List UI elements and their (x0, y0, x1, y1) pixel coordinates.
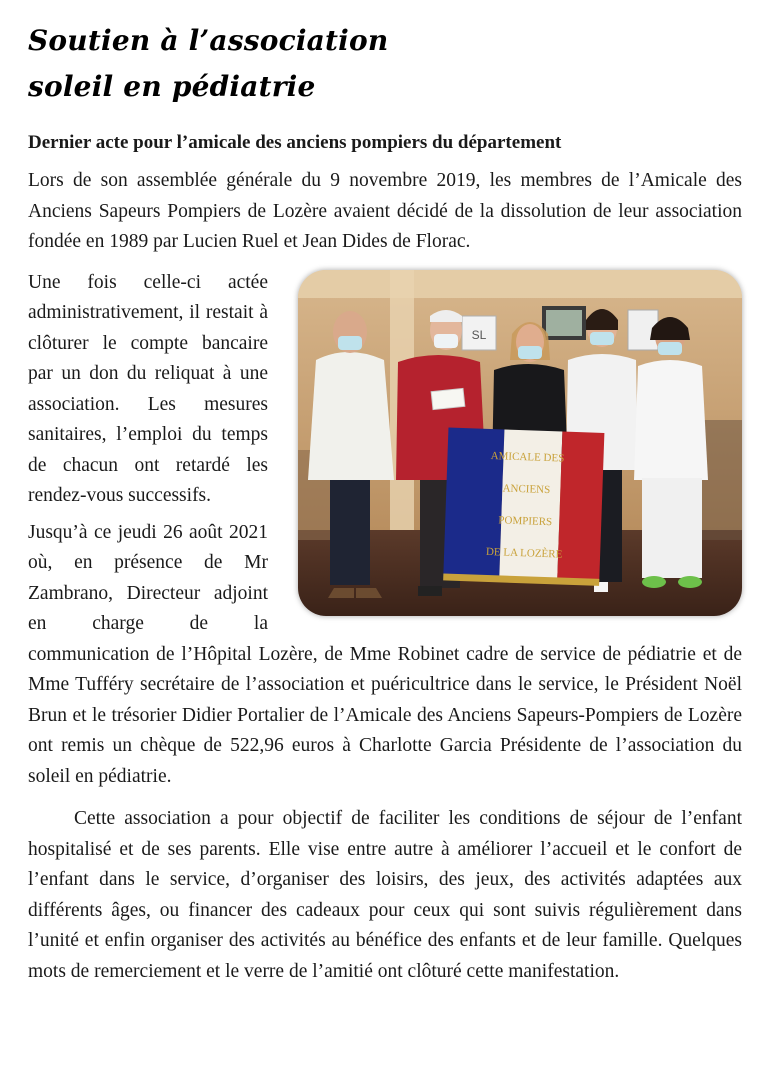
amicale-flag (443, 427, 604, 585)
article-title (28, 18, 742, 110)
article-subtitle: Dernier acte pour l’amicale des anciens pompiers du département (28, 132, 562, 153)
continuation-paragraph: Jusqu’à ce jeudi 26 août 2021 où, en présence de Mr Zambrano, Directeur adjoint en charge de la communication de l’Hôpital Lozère, de Mme Robinet cadre de service de pédiatrie et de Mme Tufféry secrétaire de l’association et puéricultrice dans le service, le Président Noël Brun et le trésorier Didier Portalier de l’Amicale des Anciens Sapeurs-Pompiers de Lozère ont remis un chèque de 522,96 euros à Charlotte Garcia Présidente de l’association du soleil en pédiatrie. (28, 521, 742, 787)
title-line-2: soleil en pédiatrie (28, 70, 316, 103)
flag-line-3: POMPIERS (498, 513, 553, 528)
group-photo (298, 270, 742, 616)
title-line-1: Soutien à l’association (28, 24, 389, 57)
flag-line-4: DE LA LOZÈRE (485, 545, 563, 561)
article-page (28, 18, 742, 987)
wall-sign-text: SL (471, 327, 487, 342)
left-paragraph: Une fois celle-ci actée administrativement, il restait à clôturer le compte bancaire par un don du reliquat à une association. Les mesures sanitaires, l’emploi du temps de chacun ont retardé les rendez-vous successifs. (28, 271, 268, 506)
intro-paragraph: Lors de son assemblée générale du 9 novembre 2019, les membres de l’Amicale des Anciens Sapeurs Pompiers de Lozère avaient décidé de la dissolution de leur association fondée en 1989 par Lucien Ruel et Jean Dides de Florac. (28, 170, 742, 252)
flag-line-2: ANCIENS (502, 481, 551, 496)
flag-line-1: AMICALE DES (490, 449, 565, 465)
final-paragraph: Cette association a pour objectif de faciliter les conditions de séjour de l’enfant hospitalisé et de ses parents. Elle vise entre autre à améliorer l’accueil et le confort de l’enfant dans le service, d’organiser des loisirs, des jeux, des activités adaptées aux différents âges, ou financer des cadeaux pour ceux qui sont suivis régulièrement dans l’unité et enfin organiser des activités au bénéfice des enfants et de leur famille. Quelques mots de remerciement et le verre de l’amitié ont clôturé cette manifestation. (28, 808, 742, 982)
